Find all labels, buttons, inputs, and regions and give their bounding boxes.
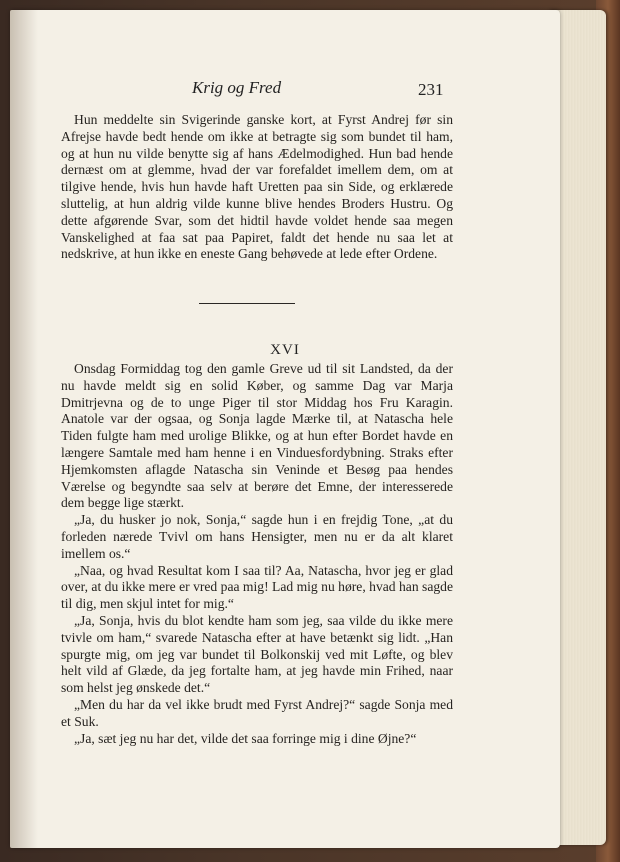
chapter-heading: XVI [270, 342, 300, 358]
paragraph: „Ja, Sonja, hvis du blot kendte ham som jeg, saa vilde du ikke mere tvivle om ham,“ svarede Natascha efter at have betænkt sig lidt. „Han spurgte mig, om jeg var bundet til Bolkonskij ved mit Løfte, og blev helt vild af Glæde, da jeg fortalte ham, at jeg havde min Frihed, naar som helst jeg ønskede det.“ [61, 612, 453, 696]
page-gutter-shadow [10, 10, 38, 848]
running-head [10, 70, 560, 100]
paragraph: „Ja, sæt jeg nu har det, vilde det saa forringe mig i dine Øjne?“ [74, 730, 417, 746]
book-page [10, 10, 560, 848]
paragraph: „Men du har da vel ikke brudt med Fyrst Andrej?“ sagde Sonja med et Suk. [61, 696, 453, 729]
paragraph: „Ja, du husker jo nok, Sonja,“ sagde hun i en frejdig Tone, „at du forleden nærede Tvivl om hans Hensigter, men nu er da alt klaret imellem os.“ [61, 512, 453, 561]
section-divider-rule [199, 303, 295, 304]
running-title: Krig og Fred [192, 78, 282, 97]
page-number: 231 [418, 80, 444, 99]
paragraph: Hun meddelte sin Svigerinde ganske kort, at Fyrst Andrej før sin Afrejse havde bedt hende om ikke at betragte sig som bundet til ham, og at hun nu vilde benytte sig af hans Ædelmodighed. Hun bad hende dernæst om at glemme, hvad der var forefaldet imellem dem, om at tilgive hende, hvis hun havde haft Uretten paa sin Side, og erklærede sluttelig, at hun aldrig vilde kunne blive hendes Broders Hustru. Og dette afgørende Svar, som det hidtil havde voldet hende saa megen Vanskelighed at faa sat paa Papiret, faldt det hende nu saa let at nedskrive, at hun ikke en eneste Gang behøvede at lede efter Ordene. [61, 112, 453, 262]
paragraph: Onsdag Formiddag tog den gamle Greve ud til sit Landsted, da der nu havde meldt sig en solid Køber, og samme Dag var Marja Dmitrjevna og de to unge Piger til stor Middag hos Fru Karagin. Anatole var der ogsaa, og Sonja lagde Mærke til, at Natascha hele Tiden fulgte ham med urolige Blikke, og at hun efter Bordet havde en længere Samtale med ham henne i en Vinduesfordybning. Straks efter Hjemkomsten aflagde Natascha sin Veninde et Besøg paa hendes Værelse og begyndte saa selv at berøre det Emne, der interesserede dem begge lige stærkt. [61, 361, 453, 511]
section-two-text [61, 361, 453, 747]
section-one-text [61, 112, 453, 263]
paragraph: „Naa, og hvad Resultat kom I saa til? Aa, Natascha, hvor jeg er glad over, at du ikke mere er vred paa mig! Lad mig nu høre, hvad han sagde til dig, men skjul intet for mig.“ [61, 562, 453, 612]
